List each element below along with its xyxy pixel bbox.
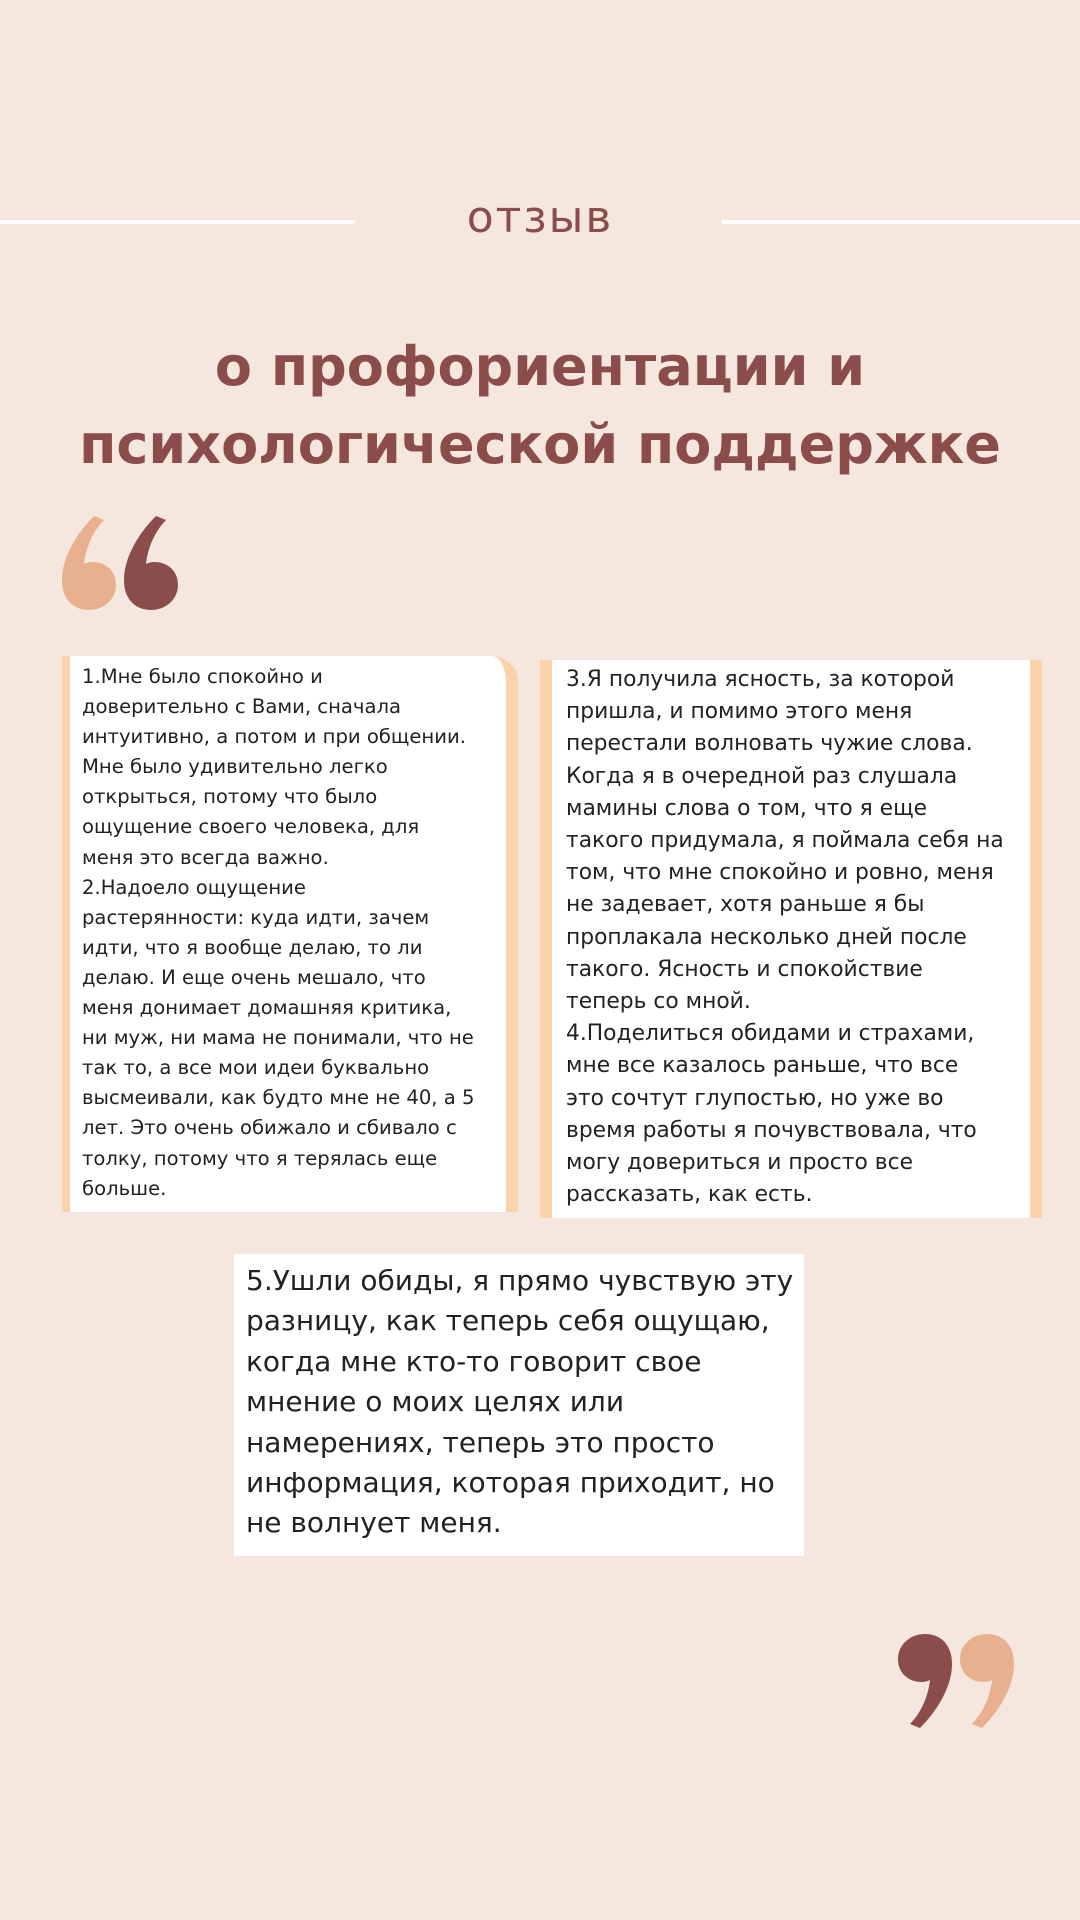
closing-quote-icon: [886, 1616, 1026, 1736]
review-text-1: 1.Мне было спокойно и доверительно с Вами, сначала интуитивно, а потом и при общении. Мне было удивительно легко открыться, потому что было ощущение своего человека, для меня это всегда важно. 2.Надоело ощущение растерянности: куда идти, зачем идти, что я вообще делаю, то ли делаю. И еще очень мешало, что меня донимает домашняя критика, ни муж, ни мама не понимали, что не так то, а все мои идеи буквально высмеивали, как будто мне не 40, а 5 лет. Это очень обижало и сбивало с толку, потому что я терялась еще больше.: [82, 665, 475, 1200]
review-card-2: [540, 660, 1042, 1218]
page-title-line-2: психологической поддержке: [79, 413, 1001, 476]
page-title-line-1: о профориентации и: [214, 335, 866, 398]
page-title: [0, 328, 1080, 484]
review-text-2: 3.Я получила ясность, за которой пришла, и помимо этого меня перестали волновать чужие слова. Когда я в очередной раз слушала мамины слова о том, что я еще такого придумала, я поймала себя на том, что мне спокойно и ровно, меня не задевает, хотя раньше я бы проплакала несколько дней после такого. Ясность и спокойствие теперь со мной. 4.Поделиться обидами и страхами, мне все казалось раньше, что все это сочтут глупостью, но уже во время работы я почувствовала, что могу довериться и просто все рассказать, как есть.: [566, 667, 1004, 1208]
review-card-1: [62, 656, 518, 1212]
opening-quote-icon: [58, 508, 198, 628]
section-label: отзыв: [466, 192, 614, 243]
review-card-3: [234, 1254, 804, 1556]
review-text-3: 5.Ушли обиды, я прямо чувствую эту разницу, как теперь себя ощущаю, когда мне кто-то говорит свое мнение о моих целях или намерениях, теперь это просто информация, которая приходит, но не волнует меня.: [246, 1264, 794, 1540]
